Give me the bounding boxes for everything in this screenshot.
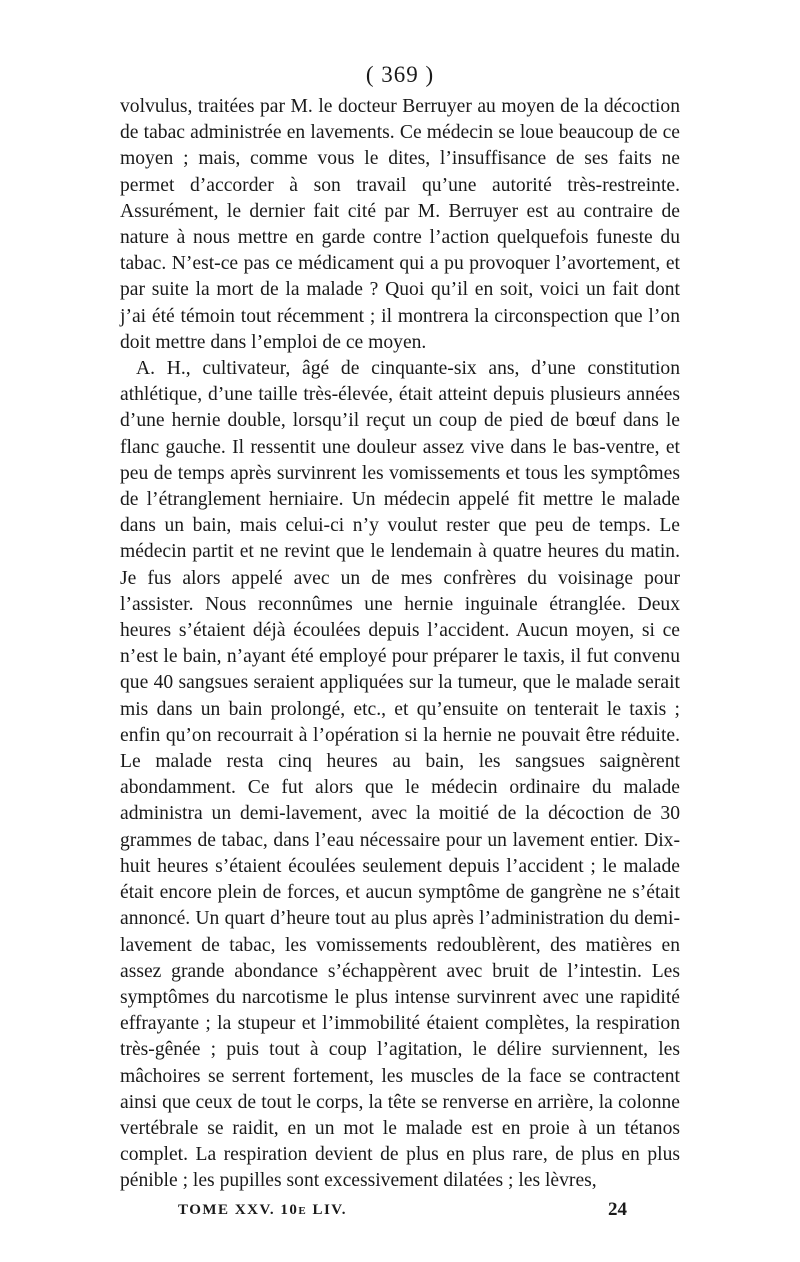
signature-number: 24 xyxy=(608,1198,627,1220)
page-footer xyxy=(120,1197,680,1223)
paragraph: volvulus, traitées par M. le docteur Berruyer au moyen de la décoction de tabac administrée en lavements. Ce médecin se loue beaucoup de ce moyen ; mais, comme vous le dites, l’insuffisance de ses faits ne permet d’accorder à son travail qu’une autorité très-restreinte. Assurément, le dernier fait cité par M. Berruyer est au contraire de nature à nous mettre en garde contre l’action quelquefois funeste du tabac. N’est-ce pas ce médicament qui a pu provoquer l’avortement, et par suite la mort de la malade ? Quoi qu’il en soit, voici un fait dont j’ai été témoin tout récemment ; il montrera la circonspection que l’on doit mettre dans l’emploi de ce moyen. xyxy=(120,96,680,353)
page-number: ( 369 ) xyxy=(365,62,435,87)
printer-signature: TOME XXV. 10e LIV. xyxy=(178,1201,347,1218)
body-text xyxy=(120,94,680,1195)
paragraph: A. H., cultivateur, âgé de cinquante-six ans, d’une constitution athlétique, d’une taille très-élevée, était atteint depuis plusieurs années d’une hernie double, lorsqu’il reçut un coup de pied de bœuf dans le flanc gauche. Il ressentit une douleur assez vive dans le bas-ventre, et peu de temps après survinrent les vomissements et tous les symptômes de l’étranglement herniaire. Un médecin appelé fit mettre le malade dans un bain, mais celui-ci n’y voulut rester que peu de temps. Le médecin partit et ne revint que le lendemain à quatre heures du matin. Je fus alors appelé avec un de mes confrères du voisinage pour l’assister. Nous reconnûmes une hernie inguinale étranglée. Deux heures s’étaient déjà écoulées depuis l’accident. Aucun moyen, si ce n’est le bain, n’ayant été employé pour préparer le taxis, il fut convenu que 40 sangsues seraient appliquées sur la tumeur, que le malade serait mis dans un bain prolongé, etc., et qu’ensuite on tenterait le taxis ; enfin qu’on recourrait à l’opération si la hernie ne pouvait être réduite. Le malade resta cinq heures au bain, les sangsues saignèrent abondamment. Ce fut alors que le médecin ordinaire du malade administra un demi-lavement, avec la moitié de la décoction de 30 grammes de tabac, dans l’eau nécessaire pour un lavement entier. Dix-huit heures s’étaient écoulées seulement depuis l’accident ; le malade était encore plein de forces, et aucun symptôme de gangrène ne s’était annoncé. Un quart d’heure tout au plus après l’administration du demi-lavement de tabac, les vomissements redoublèrent, des matières en assez grande abondance s’échappèrent avec bruit de l’intestin. Les symptômes du narcotisme le plus intense survinrent avec une rapidité effrayante ; la stupeur et l’immobilité étaient complètes, la respiration très-gênée ; puis tout à coup l’agitation, le délire surviennent, les mâchoires se serrent fortement, les muscles de la face se contractent ainsi que ceux de tout le corps, la tête se renverse en arrière, la colonne vertébrale se raidit, en un mot le malade est en proie à un tétanos complet. La respiration devient de plus en plus rare, de plus en plus pénible ; les pupilles sont excessivement dilatées ; les lèvres, xyxy=(120,358,680,1192)
book-page xyxy=(120,58,680,1223)
